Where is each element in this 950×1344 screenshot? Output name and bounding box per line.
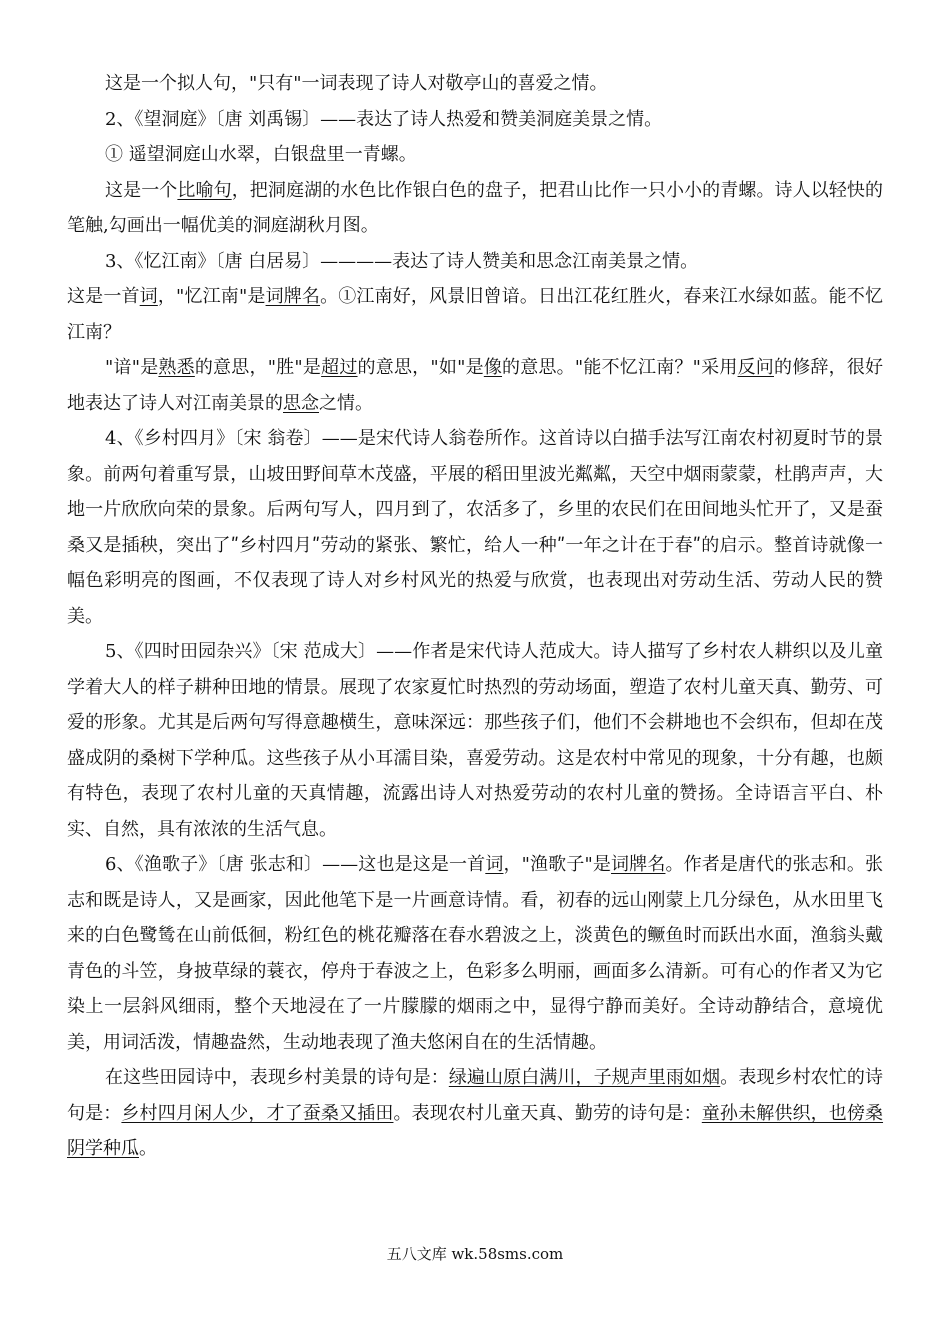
text-run: ，把洞庭湖的水色比作银白色的盘子，把君山比作一只小小的青螺。诗人以轻快的笔触,勾画出一幅优美的洞庭湖秋月图。 [67, 179, 884, 236]
text-run: 在这些田园诗中，表现乡村美景的诗句是： [105, 1067, 449, 1088]
underlined-verse: 童孙未解供织，也傍桑阴学种瓜 [67, 1102, 884, 1159]
text-run: ，"忆江南"是 [157, 286, 266, 307]
text-run: 这是一首 [67, 286, 140, 307]
text-run: 的意思，"胜"是 [194, 357, 322, 378]
text-run: 6、《渔歌子》〔唐 张志和〕——这也是这是一首 [105, 854, 486, 875]
paragraph-summary [67, 1060, 883, 1167]
underlined-term: 词牌名 [265, 286, 321, 307]
text-run: 这是一个拟人句，"只有"一词表现了诗人对敬亭山的喜爱之情。 [105, 73, 608, 94]
underlined-term: 熟悉 [158, 357, 195, 378]
paragraph-wang-dongting-title [67, 102, 883, 138]
paragraph-yi-jiangnan-analysis [67, 350, 883, 421]
paragraph-yi-jiangnan-title [67, 244, 883, 280]
page-footer-watermark: 五八文库 wk.58sms.com [386, 1245, 564, 1263]
text-run: 。①江南好，风景旧曾谙。日出江花红胜火，春来江水绿如蓝。能不忆江南？ [67, 286, 884, 343]
underlined-verse: 绿遍山原白满川，子规声里雨如烟 [448, 1067, 721, 1088]
paragraph-wang-dongting-verse [67, 137, 883, 173]
text-run: 的修辞，很好地表达了诗人对江南美景的 [67, 357, 884, 414]
underlined-term: 词 [485, 854, 504, 875]
text-run: 2、《望洞庭》〔唐 刘禹锡〕——表达了诗人热爱和赞美洞庭美景之情。 [105, 108, 663, 130]
text-run: 4、《乡村四月》〔宋 翁卷〕——是宋代诗人翁卷所作。这首诗以白描手法写江南农村初夏时节的景象。前两句着重写景，山坡田野间草木茂盛，平展的稻田里波光粼粼，天空中烟雨蒙蒙，杜鹃声声，大地一片欣欣向荣的景象。后两句写人，四月到了，农活多了，乡里的农民们在田间地头忙开了，又是蚕桑又是插秧，突出了ʺ乡村四月ʺ劳动的紧张、繁忙，给人一种ʺ一年之计在于春ʺ的启示。整首诗就像一幅色彩明亮的图画，不仅表现了诗人对乡村风光的热爱与欣赏，也表现出对劳动生活、劳动人民的赞美。 [67, 428, 883, 627]
underlined-term: 比喻句 [177, 179, 232, 201]
underlined-term: 词牌名 [611, 854, 666, 875]
text-run: 5、《四时田园杂兴》〔宋 范成大〕——作者是宋代诗人范成大。诗人描写了乡村农人耕织以及儿童学着大人的样子耕种田地的情景。展现了农家夏忙时热烈的劳动场面，塑造了农村儿童天真、勤劳、可爱的形象。尤其是后两句写得意趣横生，意味深远：那些孩子们，他们不会耕地也不会织布，但却在茂盛成阴的桑树下学种瓜。这些孩子从小耳濡目染，喜爱劳动。这是农村中常见的现象，十分有趣，也颇有特色，表现了农村儿童的天真情趣，流露出诗人对热爱劳动的农村儿童的赞扬。全诗语言平白、朴实、自然，具有浓浓的生活气息。 [67, 641, 883, 840]
text-run: 。表现农村儿童天真、勤劳的诗句是： [393, 1102, 702, 1124]
paragraph-wang-dongting-analysis [67, 173, 883, 244]
text-run: 的意思，"如"是 [357, 357, 484, 378]
paragraph-sishi-tianyuan-zaxing [67, 634, 883, 847]
paragraph-personification-note [67, 66, 883, 102]
underlined-term: 超过 [321, 357, 358, 378]
text-run: "谙"是 [105, 357, 159, 378]
document-body [67, 66, 883, 1167]
paragraph-yu-ge-zi [67, 847, 883, 1060]
text-run: 这是一个 [105, 179, 178, 201]
text-run: ，"渔歌子"是 [503, 854, 612, 875]
underlined-term: 像 [483, 357, 503, 378]
text-run: 。 [139, 1138, 157, 1159]
text-run: 。作者是唐代的张志和。张志和既是诗人，又是画家，因此他笔下是一片画意诗情。看，初春的远山刚蒙上几分绿色，从水田里飞来的白色鹭鸶在山前低徊，粉红色的桃花瓣落在春水碧波之上，淡黄色的鳜鱼时而跃出水面，渔翁头戴青色的斗笠，身披草绿的蓑衣，停舟于春波之上，色彩多么明丽，画面多么清新。可有心的作者又为它染上一层斜风细雨，整个天地浸在了一片朦朦的烟雨之中，显得宁静而美好。全诗动静结合，意境优美，用词活泼，情趣盎然，生动地表现了渔夫悠闲自在的生活情趣。 [67, 854, 884, 1053]
underlined-verse: 乡村四月闲人少，才了蚕桑又插田 [121, 1102, 394, 1124]
text-run: ① 遥望洞庭山水翠，白银盘里一青螺。 [105, 144, 417, 165]
paragraph-xiangcun-siyue [67, 421, 883, 634]
underlined-term: 词 [139, 286, 158, 307]
underlined-term: 反问 [737, 357, 774, 378]
text-run: 。表现乡村农忙的诗句是： [67, 1067, 884, 1124]
text-run: 之情。 [319, 392, 373, 414]
underlined-term: 思念 [283, 392, 319, 414]
text-run: 的意思。"能不忆江南？"采用 [502, 357, 738, 378]
text-run: 3、《忆江南》〔唐 白居易〕————表达了诗人赞美和思念江南美景之情。 [105, 250, 699, 272]
paragraph-yi-jiangnan-verse [67, 279, 883, 350]
